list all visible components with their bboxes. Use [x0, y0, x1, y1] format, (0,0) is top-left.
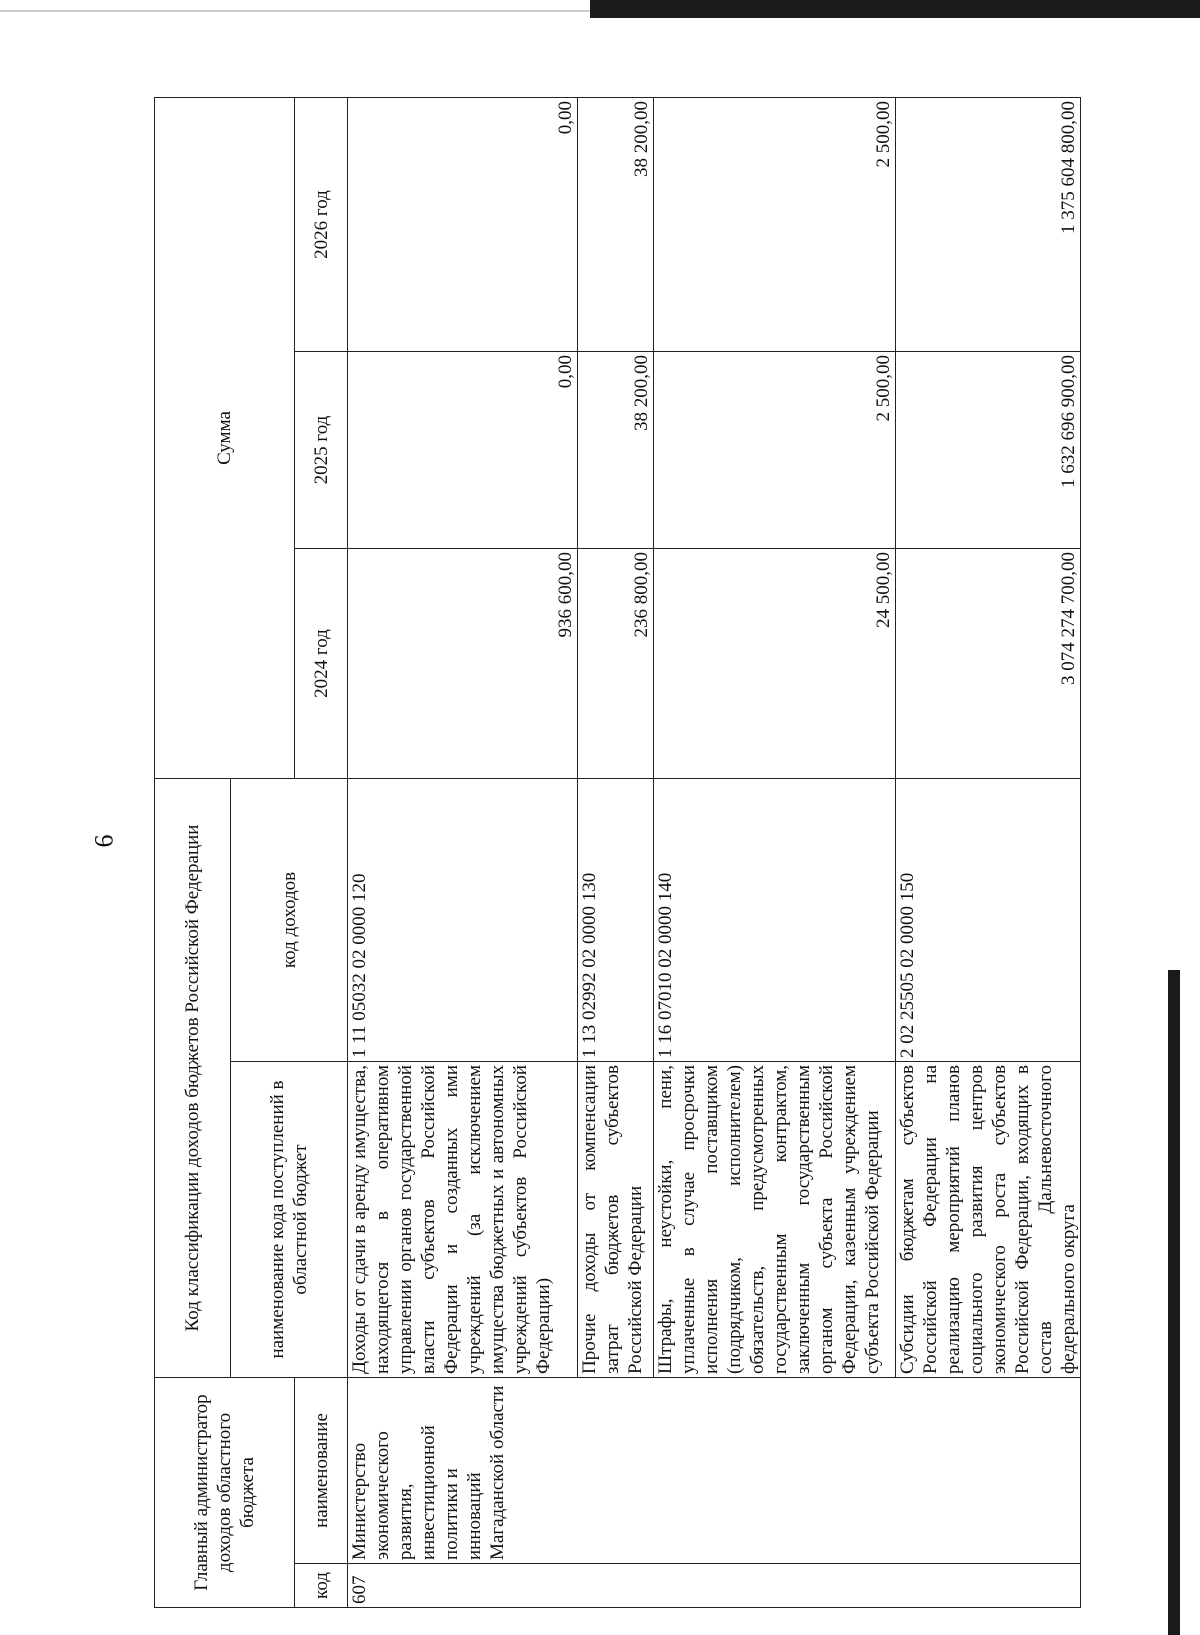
- scan-edge-top: [590, 0, 1200, 18]
- admin-name: Министерство экономического развития, инвестиционной политики и инноваций Магаданской области: [348, 1378, 1081, 1564]
- header-code: код: [295, 1564, 348, 1608]
- amount-2024: 236 800,00: [578, 549, 654, 779]
- amount-2025: 1 632 696 900,00: [896, 352, 1081, 549]
- income-code: 1 11 05032 02 0000 120: [348, 779, 578, 1062]
- income-code: 2 02 25505 02 0000 150: [896, 779, 1081, 1062]
- header-income-code: код доходов: [231, 779, 348, 1062]
- amount-2025: 38 200,00: [578, 352, 654, 549]
- header-classification: Код классификации доходов бюджетов Российской Федерации: [155, 779, 231, 1378]
- income-name: Прочие доходы от компенсации затрат бюджетов субъектов Российской Федерации: [578, 1062, 654, 1378]
- header-income-name: наименование кода поступлений в областной бюджет: [231, 1062, 348, 1378]
- scan-edge-right: [1168, 970, 1180, 1635]
- income-code: 1 13 02992 02 0000 130: [578, 779, 654, 1062]
- amount-2026: 1 375 604 800,00: [896, 97, 1081, 351]
- amount-2026: 2 500,00: [654, 97, 896, 351]
- amount-2025: 2 500,00: [654, 352, 896, 549]
- rotated-table-wrapper: [154, 98, 1079, 1608]
- income-name: Штрафы, неустойки, пени, уплаченные в случае просрочки исполнения поставщиком (подрядчиком, исполнителем) обязательств, предусмотренных государственным контрактом, заключенным государственным органом субъекта Российской Федерации, казенным учреждением субъекта Российской Федерации: [654, 1062, 896, 1378]
- header-sum: Сумма: [155, 97, 295, 778]
- page-number: 6: [89, 834, 119, 848]
- income-table: [154, 97, 1081, 1608]
- income-code: 1 16 07010 02 0000 140: [654, 779, 896, 1062]
- header-main-admin: Главный администратор доходов областного бюджета: [155, 1378, 295, 1608]
- header-year-2026: 2026 год: [295, 97, 348, 351]
- amount-2026: 0,00: [348, 97, 578, 351]
- income-name: Доходы от сдачи в аренду имущества, находящегося в оперативном управлении органов государственной власти субъектов Российской Федерации и созданных ими учреждений (за исключением имущества бюджетных и автономных учреждений субъектов Российской Федерации): [348, 1062, 578, 1378]
- amount-2025: 0,00: [348, 352, 578, 549]
- header-year-2024: 2024 год: [295, 549, 348, 779]
- amount-2024: 3 074 274 700,00: [896, 549, 1081, 779]
- header-year-2025: 2025 год: [295, 352, 348, 549]
- admin-code: 607: [348, 1564, 1081, 1608]
- table-row: [348, 97, 578, 1607]
- amount-2024: 24 500,00: [654, 549, 896, 779]
- header-name: наименование: [295, 1378, 348, 1564]
- income-name: Субсидии бюджетам субъектов Российской Федерации на реализацию мероприятий планов социального развития центров экономического роста субъектов Российской Федерации, входящих в состав Дальневосточного федерального округа: [896, 1062, 1081, 1378]
- amount-2024: 936 600,00: [348, 549, 578, 779]
- amount-2026: 38 200,00: [578, 97, 654, 351]
